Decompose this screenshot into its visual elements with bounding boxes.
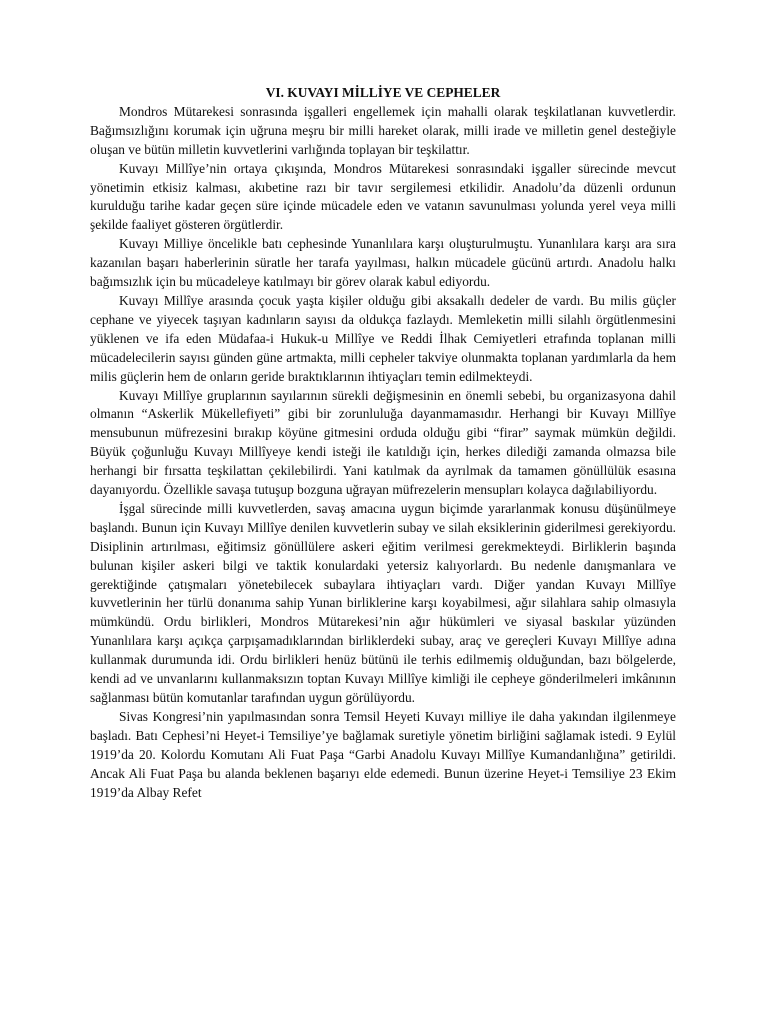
- paragraph-origin: Kuvayı Millîye’nin ortaya çıkışında, Mondros Mütarekesi sonrasındaki işgaller sürecinde mevcut yönetimin etkisiz kalması, akıbetine razı bir tavır sergilemesi etkilidir. Anadolu’da düzenli ordunun kurulduğu tarihe kadar geçen süre içinde mücadele eden ve vatanın savunulması yolunda yerel veya milli şekilde faaliyet gösteren örgütlerdir.: [90, 160, 676, 233]
- paragraph-military-support: İşgal sürecinde milli kuvvetlerden, savaş amacına uygun biçimde yararlanmak konusu düşünülmeye başlandı. Bunun için Kuvayı Millîye denilen kuvvetlerin subay ve silah eksiklerinin giderilmesi gerekiyordu. Disiplinin artırılması, eğitimsiz gönüllülere askeri eğitim verilmesi gerekmekteydi. Birliklerin başında bulunan kişiler askeri bilgi ve taktik konulardaki yetersiz kalıyorlardı. Bu nedenle danışmanlara ve gerektiğinde çatışmaları yönetebilecek subaylara ihtiyaçları vardı. Diğer yandan Kuvayı Millîye kuvvetlerinin her türlü donanıma sahip Yunan birliklerine karşı koyabilmesi, ağır silahlara sahip olmasıyla mümkündü. Ordu birlikleri, Mondros Mütarekesi’nin ağır hükümleri ve siyasal baskılar yüzünden Yunanlılara karşı açıkça çarpışamadıklarından birliklerdeki subay, araç ve gereçleri Kuvayı Millîye adına kullanmak durumunda idi. Ordu birlikleri henüz bütünü ile terhis edilmemiş olduğundan, bazı bölgelerde, kendi ad ve unvanlarını kullanmaksızın toptan Kuvayı Millîye kimliği ile cepheye gönderilmeleri imkânının sağlanması bütün komutanlar tarafından uygun görülüyordu.: [90, 500, 676, 705]
- paragraph-definition: Mondros Mütarekesi sonrasında işgalleri engellemek için mahalli olarak teşkilatlanan kuvvetlerdir. Bağımsızlığını korumak için uğruna meşru bir milli hareket olarak, milli irade ve milletin genel desteğiyle oluşan ve bütün milletin kuvvetlerini varlığında toplayan bir teşkilattır.: [90, 103, 676, 157]
- paragraph-participants: Kuvayı Millîye arasında çocuk yaşta kişiler olduğu gibi aksakallı dedeler de vardı. Bu milis güçler cephane ve yiyecek taşıyan kadınların sayısı da oldukça fazlaydı. Memleketin milli silahlı örgütlenmesini yüklenen ve ifa eden Müdafaa-i Hukuk-u Millîye ve Reddi İlhak Cemiyetleri etrafında toplanan milli mücadelecilerin sayısı günden güne artmakta, milli cepheler takviye olunmakta toplanan yardımlarla da hem milis güçlerin hem de onların geride bıraktıklarının ihtiyaçları temin edilmekteydi.: [90, 292, 676, 384]
- paragraph-group-sizes: Kuvayı Millîye gruplarının sayılarının sürekli değişmesinin en önemli sebebi, bu organizasyona dahil olmanın “Askerlik Mükellefiyeti” gibi bir zorunluluğa dayanmamasıdır. Herhangi bir Kuvayı Millîye mensubunun müfrezesini bırakıp köyüne gitmesini orduda olduğu gibi “firar” saymak mümkün değildi. Büyük çoğunluğu Kuvayı Millîyeye kendi isteği ile katıldığı için, herkes dilediği zamanda olmazsa bile herhangi bir fırsatta teşkilattan çekilebilirdi. Yani katılmak da ayrılmak da tamamen gönüllülük esasına dayanıyordu. Özellikle savaşa tutuşup bozguna uğrayan müfrezelerin mensupları kolayca dağılabiliyordu.: [90, 387, 676, 498]
- document-page: [90, 84, 676, 802]
- paragraph-west-front: Kuvayı Milliye öncelikle batı cephesinde Yunanlılara karşı oluşturulmuştu. Yunanlılara karşı ara sıra kazanılan başarı haberlerinin süratle her tarafa yayılması, halkın mücadele gücünü artırdı. Anadolu halkı bağımsızlık için bu mücadeleye katılmayı bir görev olarak kabul ediyordu.: [90, 236, 676, 290]
- section-title: VI. KUVAYI MİLLİYE VE CEPHELER: [265, 85, 501, 100]
- paragraph-sivas-congress: Sivas Kongresi’nin yapılmasından sonra Temsil Heyeti Kuvayı milliye ile daha yakından ilgilenmeye başladı. Batı Cephesi’ni Heyet-i Temsiliye’ye bağlamak suretiyle yönetim birliğini sağlamak istedi. 9 Eylül 1919’da 20. Kolordu Komutanı Ali Fuat Paşa “Garbi Anadolu Kuvayı Millîye Kumandanlığına” getirildi. Ancak Ali Fuat Paşa bu alanda beklenen başarıyı elde edemedi. Bunun üzerine Heyet-i Temsiliye 23 Ekim 1919’da Albay Refet: [90, 708, 676, 800]
